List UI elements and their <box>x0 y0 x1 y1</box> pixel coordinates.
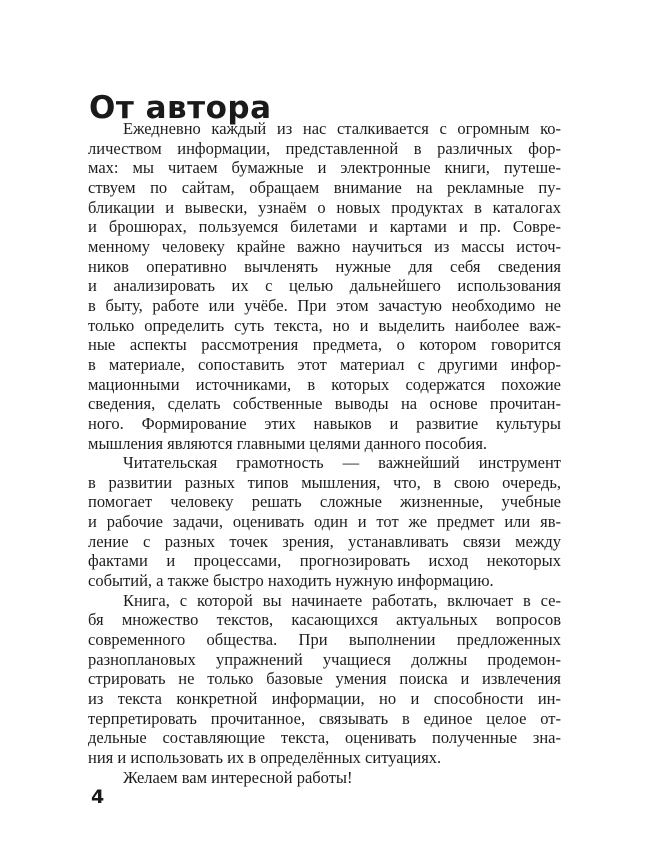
text-line: Книга, с которой вы начинаете работать, включает в се- <box>123 590 561 610</box>
text-line: терпретировать прочитанное, связывать в единое целое от- <box>88 708 561 728</box>
page-number: 4 <box>91 786 105 808</box>
text-line: ного. Формирование этих навыков и развитие культуры <box>88 413 561 433</box>
text-line: и брошюрах, пользуемся билетами и картами и пр. Совре- <box>88 217 561 237</box>
text-line: Желаем вам интересной работы! <box>123 767 353 787</box>
text-line: разноплановых упражнений учащиеся должны продемон- <box>88 649 561 669</box>
text-line: менному человеку крайне важно научиться из массы источ- <box>88 236 561 256</box>
text-line: из текста конкретной информации, но и способности ин- <box>88 689 561 709</box>
text-line: ников оперативно вычленять нужные для себя сведения <box>88 256 561 276</box>
text-line: и рабочие задачи, оценивать один и тот же предмет или яв- <box>88 512 561 532</box>
paragraph <box>88 768 561 788</box>
text-line: фактами и процессами, прогнозировать исход некоторых <box>88 551 561 571</box>
text-line: мах: мы читаем бумажные и электронные книги, путеше- <box>88 158 561 178</box>
text-line: сведения, сделать собственные выводы на основе прочитан- <box>88 394 561 414</box>
text-line: в развитии разных типов мышления, что, в свою очередь, <box>88 472 561 492</box>
text-line: мышления являются главными целями данного пособия. <box>88 433 488 453</box>
text-line: Ежедневно каждый из нас сталкивается с огромным ко- <box>123 119 561 138</box>
paragraph <box>88 591 561 768</box>
text-line: бя множество текстов, касающихся актуальных вопросов <box>88 610 561 630</box>
text-line: современного общества. При выполнении предложенных <box>88 630 561 650</box>
text-line: помогает человеку решать сложные жизненные, учебные <box>88 492 561 512</box>
text-line: в материале, сопоставить этот материал с другими инфор- <box>88 354 561 374</box>
text-line: ния и использовать их в определённых ситуациях. <box>88 748 442 767</box>
text-line: ствуем по сайтам, обращаем внимание на рекламные пу- <box>88 177 561 197</box>
paragraph <box>88 453 561 591</box>
body-text <box>88 119 561 787</box>
text-line: Читательская грамотность — важнейший инструмент <box>123 453 561 473</box>
page-title: От автора <box>89 89 272 126</box>
text-line: в быту, работе или учёбе. При этом зачастую необходимо не <box>88 295 561 315</box>
text-line: мационными источниками, в которых содержатся похожие <box>88 374 561 394</box>
text-line: стрировать не только базовые умения поиска и извлечения <box>88 669 561 689</box>
text-line: личеством информации, представленной в различных фор- <box>88 138 561 158</box>
text-line: только определить суть текста, но и выделить наиболее важ- <box>88 315 561 335</box>
text-line: ление с разных точек зрения, устанавливать связи между <box>88 531 561 551</box>
text-line: ные аспекты рассмотрения предмета, о котором говорится <box>88 335 561 355</box>
text-line: и анализировать их с целью дальнейшего использования <box>88 276 561 296</box>
paragraph <box>88 119 561 453</box>
text-line: бликации и вывески, узнаём о новых продуктах в каталогах <box>88 197 561 217</box>
text-line: дельные составляющие текста, оценивать полученные зна- <box>88 728 561 748</box>
text-line: событий, а также быстро находить нужную информацию. <box>88 571 494 591</box>
